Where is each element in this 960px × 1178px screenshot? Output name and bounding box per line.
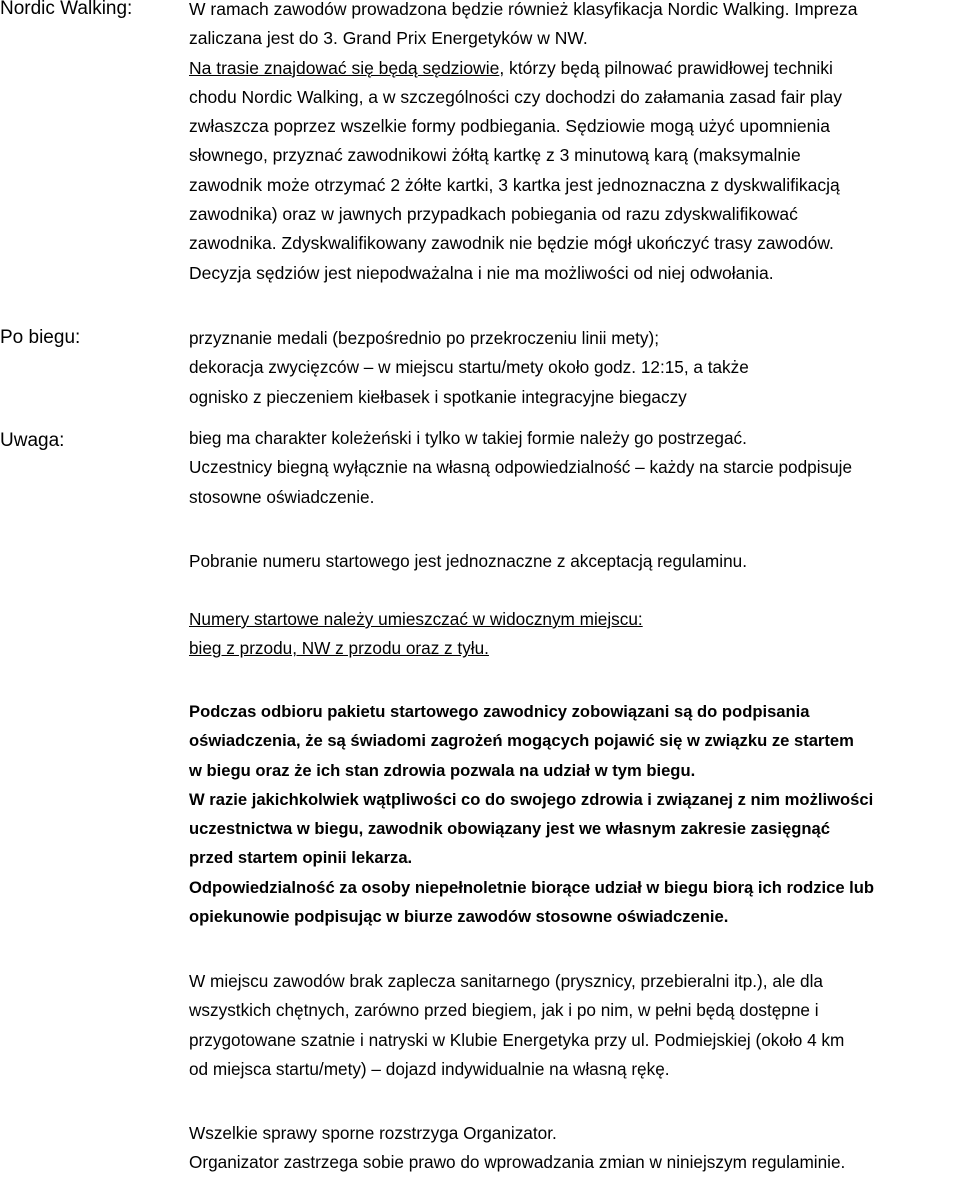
text-line: zawodnika. Zdyskwalifikowany zawodnik nie będzie mógł ukończyć trasy zawodów. [189,233,834,254]
text-line: Decyzja sędziów jest niepodważalna i nie ma możliwości od niej odwołania. [189,262,774,283]
text-line: przyznanie medali (bezpośrednio po przekroczeniu linii mety); [189,328,660,348]
text-line: opiekunowie podpisując w biurze zawodów stosowne oświadczenie. [189,907,729,927]
text-line: od miejsca startu/mety) – dojazd indywidualnie na własną rękę. [189,1058,670,1079]
text-line: bieg ma charakter koleżeński i tylko w takiej formie należy go postrzegać. [189,428,747,448]
nordic-walking-label: Nordic Walking: [0,0,133,19]
text-line: słownego, przyznać zawodnikowi żółtą kartkę z 3 minutową karą (maksymalnie [189,145,801,166]
facilities-text [189,967,959,1084]
final-text [189,1119,959,1178]
text-line: uczestnictwa w biegu, zawodnik obowiązany jest we własnym zakresie zasięgnąć [189,819,830,839]
text-line: oświadczenia, że są świadomi zagrożeń mogących pojawić się w związku ze startem [189,731,854,751]
health-declaration-notice [189,697,959,931]
text-line: ognisko z pieczeniem kiełbasek i spotkanie integracyjne biegaczy [189,386,687,407]
text-line: w biegu oraz że ich stan zdrowia pozwala na udział w tym biegu. [189,760,696,780]
text-line: zaliczana jest do 3. Grand Prix Energetyków w NW. [189,28,588,49]
text-line: Organizator zastrzega sobie prawo do wprowadzania zmian w niniejszym regulaminie. [189,1152,846,1173]
text-line: Wszelkie sprawy sporne rozstrzyga Organizator. [189,1123,557,1143]
text-line: W miejscu zawodów brak zaplecza sanitarnego (prysznicy, przebieralni itp.), ale dla [189,971,823,991]
note-label: Uwaga: [0,430,65,451]
text-line: W razie jakichkolwiek wątpliwości co do swojego zdrowia i związanej z nim możliwości [189,789,874,809]
text-line: zawodnika) oraz w jawnych przypadkach pobiegania od razu zdyskwalifikować [189,204,798,225]
note-text [189,424,959,512]
text-line: chodu Nordic Walking, a w szczególności czy dochodzi do załamania zasad fair play [189,86,843,107]
text-line: wszystkich chętnych, zarówno przed biegiem, jak i po nim, w pełni będą dostępne i [189,1000,819,1021]
referees-underlined: Na trasie znajdować się będą sędziowie [189,57,500,78]
text-line: przed startem opinii lekarza. [189,848,413,868]
start-numbers-text [189,605,959,664]
acceptance-text [189,547,959,576]
text-line: Uczestnicy biegną wyłącznie na własną odpowiedzialność – każdy na starcie podpisuje [189,457,853,478]
text-line: Podczas odbioru pakietu startowego zawodnicy zobowiązani są do podpisania [189,702,810,721]
after-run-text [189,324,959,412]
text-line: Na trasie znajdować się będą sędziowie, którzy będą pilnować prawidłowej techniki [189,57,833,78]
text-line: zwłaszcza poprzez wszelkie formy podbiegania. Sędziowie mogą użyć upomnienia [189,116,831,137]
text-line: Pobranie numeru startowego jest jednoznaczne z akceptacją regulaminu. [189,551,747,571]
text-line: bieg z przodu, NW z przodu oraz z tyłu. [189,638,489,659]
text-line: dekoracja zwycięzców – w miejscu startu/mety około godz. 12:15, a także [189,357,749,378]
after-run-label: Po biegu: [0,327,81,348]
text-line: stosowne oświadczenie. [189,486,375,507]
text-line: Numery startowe należy umieszczać w widocznym miejscu: [189,609,643,629]
text-line: przygotowane szatnie i natryski w Klubie Energetyka przy ul. Podmiejskiej (około 4 km [189,1029,845,1050]
text-line: W ramach zawodów prowadzona będzie również klasyfikacja Nordic Walking. Impreza [189,0,858,19]
nordic-walking-text [189,0,959,288]
text-line: zawodnik może otrzymać 2 żółte kartki, 3 kartka jest jednoznaczna z dyskwalifikacją [189,174,840,195]
text-line: Odpowiedzialność za osoby niepełnoletnie biorące udział w biegu biorą ich rodzice lub [189,877,875,897]
